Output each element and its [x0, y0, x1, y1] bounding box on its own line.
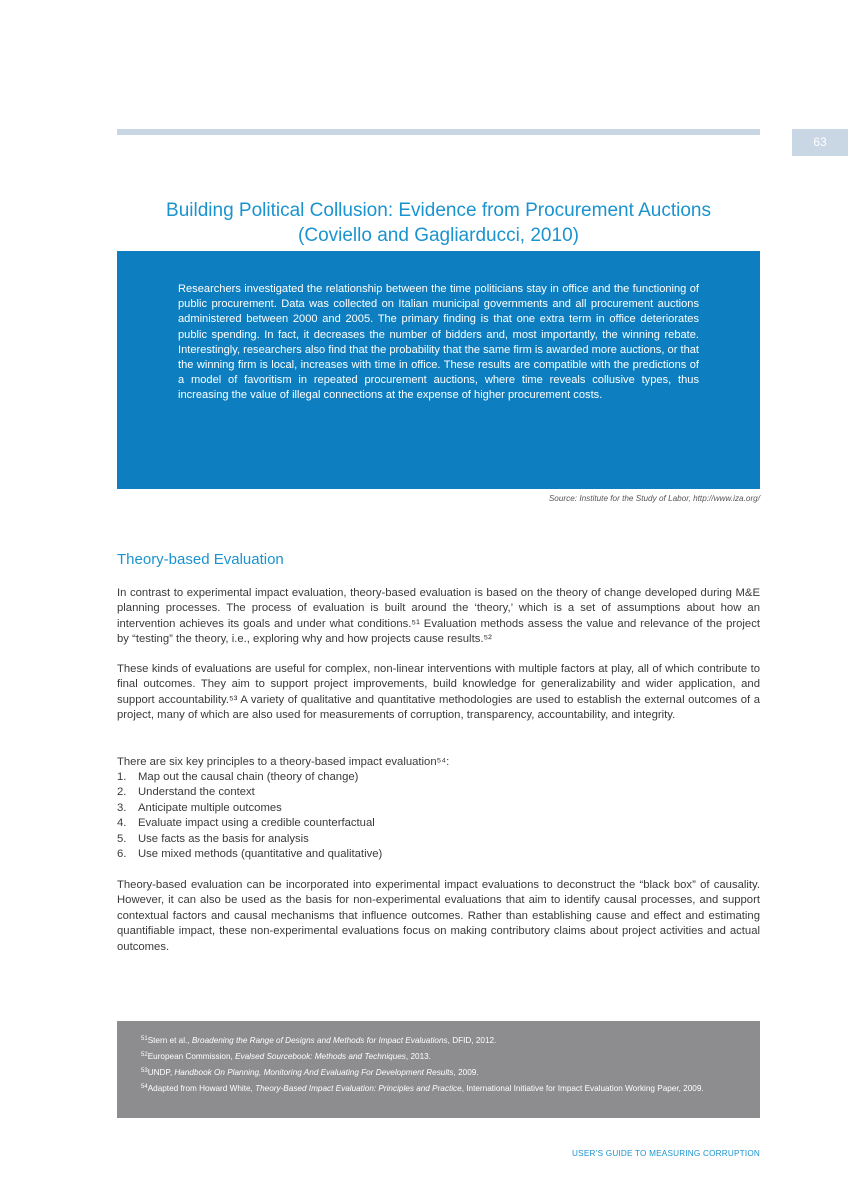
footnote-text: Stern et al., — [147, 1036, 192, 1045]
footnote-text: , 2013. — [405, 1052, 431, 1061]
footnote-text: , International Initiative for Impact Evaluation Working Paper, 2009. — [461, 1084, 704, 1093]
paragraph-3: There are six key principles to a theory-based impact evaluation⁵⁴: — [117, 756, 450, 768]
section-heading: Theory-based Evaluation — [117, 551, 284, 568]
footnote-number: 53 — [141, 1068, 148, 1074]
footnote-number: 54 — [141, 1084, 148, 1090]
principles-list — [117, 770, 382, 862]
footnote-53 — [141, 1067, 721, 1078]
footnote-54 — [141, 1083, 721, 1094]
list-number: 6. — [117, 848, 127, 861]
list-item — [117, 801, 382, 816]
source-note: Source: Institute for the Study of Labor, http://www.iza.org/ — [548, 494, 760, 503]
list-item — [117, 770, 382, 785]
footnote-text: , DFID, 2012. — [447, 1036, 497, 1045]
list-number: 3. — [117, 801, 127, 814]
list-text: Use mixed methods (quantitative and qualitative) — [138, 848, 383, 861]
footnote-title: Handbook On Planning, Monitoring And Evaluating For Development Results — [174, 1068, 454, 1077]
footnotes-box — [117, 1021, 760, 1118]
footnote-52 — [141, 1051, 721, 1062]
paragraph-2: These kinds of evaluations are useful for complex, non-linear interventions with multiple factors at play, all of which contribute to final outcomes. They aim to support project improvements, build knowledge for generalizability and wider application, and support accountability.⁵³ A variety of qualitative and quantitative methodologies are used to establish the external outcomes of a project, many of which are also used for measurements of corruption, transparency, accountability, and integrity. — [117, 663, 760, 722]
list-item — [117, 832, 382, 847]
footnote-title: Evalsed Sourcebook: Methods and Techniques — [235, 1052, 406, 1061]
paragraph-4: Theory-based evaluation can be incorporated into experimental impact evaluations to deconstruct the “black box” of causality. However, it can also be used as the basis for non-experimental evaluations that aim to identify causal processes, and support contextual factors and causal mechanisms that influence outcomes. Rather than establishing cause and effect and estimating quantifiable impact, these non-experimental evaluations focus on making contributory claims about project activities and actual outcomes. — [117, 879, 760, 953]
footnote-title: Broadening the Range of Designs and Methods for Impact Evaluations — [191, 1036, 448, 1045]
case-box — [117, 251, 760, 489]
list-number: 5. — [117, 832, 127, 845]
paragraph-1: In contrast to experimental impact evaluation, theory-based evaluation is based on the theory of change developed during M&E planning processes. The process of evaluation is built around the ‘theory,’ which is a set of assumptions about how an intervention achieves its goals and under what conditions.⁵¹ Evaluation methods assess the value and relevance of the project by “testing” the theory, i.e., exploring why and how projects cause results.⁵² — [117, 587, 760, 646]
list-item — [117, 816, 382, 831]
footnote-text: UNDP, — [147, 1068, 175, 1077]
footnote-51 — [141, 1035, 721, 1046]
case-box-title-line2: (Coviello and Gagliarducci, 2010) — [298, 225, 579, 246]
list-text: Map out the causal chain (theory of change) — [138, 771, 359, 783]
header-rule — [117, 129, 760, 135]
footnote-text: European Commission, — [147, 1052, 236, 1061]
footer-title: USER’S GUIDE TO MEASURING CORRUPTION — [572, 1149, 760, 1158]
list-text: Understand the context — [138, 786, 255, 799]
list-number: 2. — [117, 786, 127, 799]
footnote-number: 51 — [141, 1036, 148, 1042]
footnote-text: , 2009. — [453, 1068, 479, 1077]
footnote-title: Theory-Based Impact Evaluation: Principles and Practice — [255, 1084, 462, 1093]
list-item — [117, 785, 382, 800]
list-item — [117, 847, 382, 862]
case-box-text: Researchers investigated the relationship between the time politicians stay in office and the functioning of public procurement. Data was collected on Italian municipal governments and all procurement auctions administered between 2000 and 2005. The primary finding is that one extra term in office deteriorates public spending. In fact, it decreases the number of bidders and, most importantly, the winning rebate. Interestingly, researchers also find that the probability that the same firm is awarded more auctions, or that the winning firm is local, increases with time in office. These results are compatible with the predictions of a model of favoritism in repeated procurement auctions, where time reveals collusive types, thus increasing the value of illegal connections at the expense of higher procurement costs. — [178, 283, 699, 402]
case-box-title-line1: Building Political Collusion: Evidence from Procurement Auctions — [166, 200, 711, 221]
page-number: 63 — [792, 129, 848, 156]
list-number: 4. — [117, 817, 127, 830]
list-text: Use facts as the basis for analysis — [138, 832, 309, 845]
list-number: 1. — [117, 771, 127, 783]
list-text: Evaluate impact using a credible counterfactual — [138, 817, 375, 830]
footnote-text: Adapted from Howard White, — [147, 1084, 256, 1093]
case-box-title — [117, 198, 760, 248]
list-text: Anticipate multiple outcomes — [138, 801, 282, 814]
footnote-number: 52 — [141, 1052, 148, 1058]
